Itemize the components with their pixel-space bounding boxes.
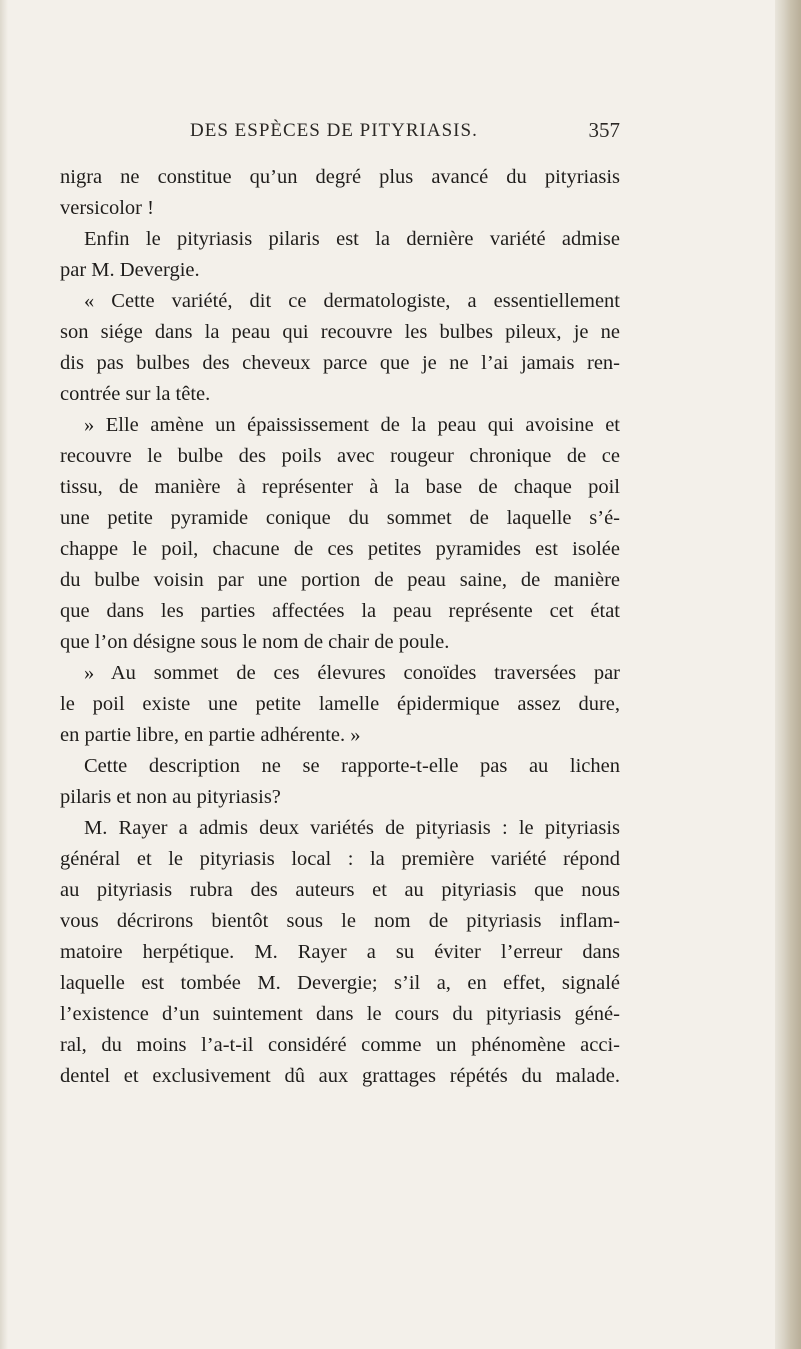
text-line: général et le pityriasis local : la première variété répond	[60, 848, 620, 870]
text-line: vous décrirons bientôt sous le nom de pityriasis inflam-	[60, 910, 620, 932]
text-line: laquelle est tombée M. Devergie; s’il a, en effet, signalé	[60, 972, 620, 994]
text-line: « Cette variété, dit ce dermatologiste, a essentiellement	[84, 290, 620, 312]
text-line: par M. Devergie.	[60, 259, 200, 281]
text-line: dentel et exclusivement dû aux grattages répétés du malade.	[60, 1065, 620, 1087]
text-line: dis pas bulbes des cheveux parce que je ne l’ai jamais ren-	[60, 352, 620, 374]
text-line: matoire herpétique. M. Rayer a su éviter l’erreur dans	[60, 941, 620, 963]
text-line: chappe le poil, chacune de ces petites pyramides est isolée	[60, 538, 620, 560]
text-line: M. Rayer a admis deux variétés de pityriasis : le pityriasis	[84, 817, 620, 839]
book-binding-edge	[775, 0, 801, 1349]
text-line: du bulbe voisin par une portion de peau saine, de manière	[60, 569, 620, 591]
text-line: » Au sommet de ces élevures conoïdes traversées par	[84, 662, 620, 684]
running-title: DES ESPÈCES DE PITYRIASIS.	[190, 120, 478, 141]
text-line: que l’on désigne sous le nom de chair de poule.	[60, 631, 450, 653]
text-line: » Elle amène un épaississement de la peau qui avoisine et	[84, 414, 620, 436]
running-header	[190, 120, 620, 146]
text-line: une petite pyramide conique du sommet de laquelle s’é-	[60, 507, 620, 529]
body-text	[60, 162, 620, 1092]
text-line: ral, du moins l’a-t-il considéré comme un phénomène acci-	[60, 1034, 620, 1056]
text-line: le poil existe une petite lamelle épidermique assez dure,	[60, 693, 620, 715]
text-line: contrée sur la tête.	[60, 383, 211, 405]
text-line: nigra ne constitue qu’un degré plus avancé du pityriasis	[60, 166, 620, 188]
text-line: tissu, de manière à représenter à la base de chaque poil	[60, 476, 620, 498]
text-line: pilaris et non au pityriasis?	[60, 786, 281, 808]
text-line: que dans les parties affectées la peau représente cet état	[60, 600, 620, 622]
page-left-shadow	[0, 0, 8, 1349]
text-line: en partie libre, en partie adhérente. »	[60, 724, 361, 746]
page-number: 357	[588, 118, 620, 142]
text-line: son siége dans la peau qui recouvre les bulbes pileux, je ne	[60, 321, 620, 343]
text-line: Enfin le pityriasis pilaris est la dernière variété admise	[84, 228, 620, 250]
text-line: recouvre le bulbe des poils avec rougeur chronique de ce	[60, 445, 620, 467]
text-line: l’existence d’un suintement dans le cours du pityriasis géné-	[60, 1003, 620, 1025]
text-line: au pityriasis rubra des auteurs et au pityriasis que nous	[60, 879, 620, 901]
text-line: versicolor !	[60, 197, 154, 219]
text-line: Cette description ne se rapporte-t-elle pas au lichen	[84, 755, 620, 777]
